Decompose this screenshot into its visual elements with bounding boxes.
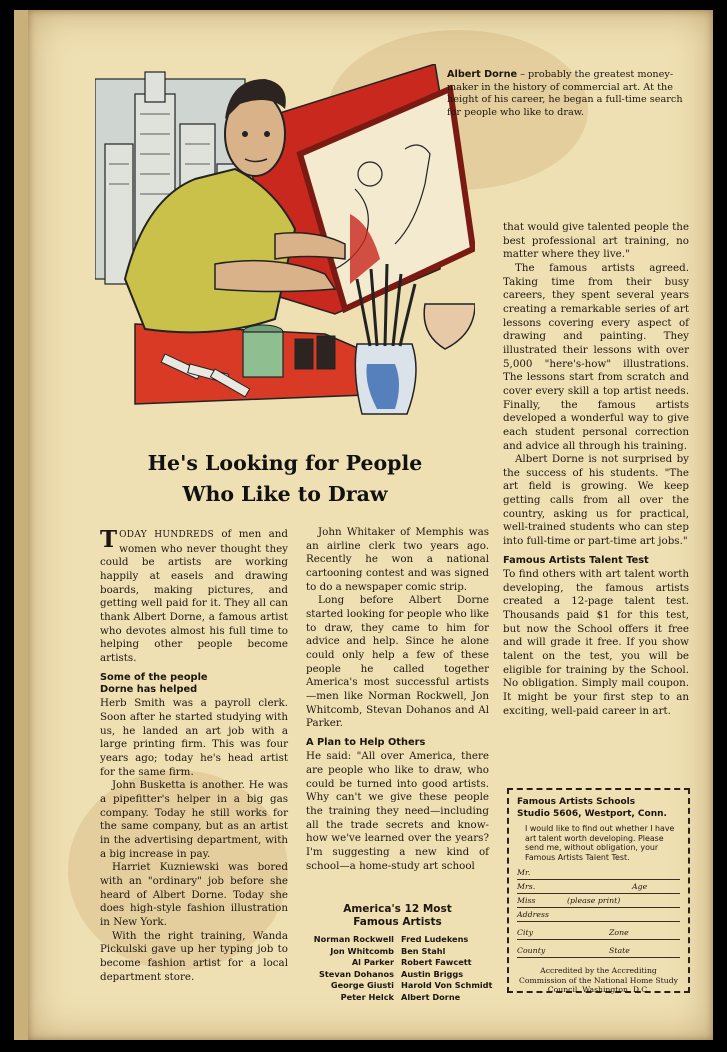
subhead-line-1: Some of the people (100, 671, 208, 683)
list-item (306, 992, 496, 1004)
artists-list (306, 934, 496, 1004)
paragraph: John Whitaker of Memphis was an airline clerk two years ago. Recently he won a national cartooning contest and was signed to do a newspaper comic strip. (306, 526, 489, 593)
artists-title-line-1: America's 12 Most (343, 903, 452, 915)
body-column-2 (306, 526, 489, 873)
headline-line-2: Who Like to Draw (182, 482, 388, 506)
artist-name: Robert Fawcett (401, 957, 472, 968)
intro-paragraph (100, 528, 288, 666)
artist-name: Fred Ludekens (401, 934, 469, 944)
caption-name: Albert Dorne (447, 69, 518, 80)
headline (95, 448, 475, 510)
artist-name: Norman Rockwell (313, 934, 394, 944)
paint-jar-stack (243, 332, 283, 377)
mrs-age-field[interactable] (517, 880, 680, 894)
intro-text: of men and women who never thought they could be artists are working happily at easels and drawing boards, making pictures, and getting well paid for it. They all can thank Albert Dorne, a famous artist who devotes almost his full time to helping other people become artists. (100, 528, 288, 664)
artist-name: Jon Whitcomb (330, 945, 394, 956)
paragraph: The famous artists agreed. Taking time from their busy careers, they spent several years creating a remarkable series of art lessons covering every aspect of drawing and painting. They illustrated their lessons with over 5,000 "here's-how" illustrations. The lessons start from scratch and cover every skill a top artist needs. Finally, the famous artists developed a wonderful way to give each student personal correction and advice all through his training. (503, 261, 689, 452)
artists-list-title (306, 903, 489, 929)
field-label-miss: Miss (517, 896, 536, 906)
miss-field[interactable] (517, 894, 680, 908)
subhead-people-helped (100, 672, 288, 697)
field-label-mr: Mr. (517, 868, 531, 878)
coupon-school: Famous Artists Schools (517, 797, 636, 807)
name-field[interactable] (517, 866, 680, 880)
address-field[interactable] (517, 908, 680, 922)
artist-name: George Giusti (330, 980, 394, 991)
paragraph: Long before Albert Dorne started looking for people who like to draw, they came to him for advice and help. Since he alone could only help a few of these people he called together America's most successful artists —men like Norman Rockwell, Jon Whitcomb, Stevan Dohanos and Al Parker. (306, 594, 489, 730)
artist-name: Al Parker (351, 957, 394, 968)
field-label-state: State (609, 946, 630, 956)
intro-lead: ODAY HUNDREDS (119, 530, 214, 540)
body-column-3 (503, 221, 689, 718)
paragraph: Herb Smith was a payroll clerk. Soon after he started studying with us, he landed an art job with a large printing firm. This was four years ago; today he's head artist for the same firm. (100, 697, 288, 778)
field-label-address: Address (517, 910, 549, 920)
field-label-print: (please print) (567, 896, 621, 906)
artist-name: Peter Helck (340, 991, 394, 1002)
artist-name: Austin Briggs (401, 968, 464, 979)
list-item (306, 946, 496, 958)
county-state-field[interactable] (517, 944, 680, 958)
illustration-caption (447, 69, 692, 119)
artist-name: Harold Von Schmidt (401, 980, 493, 991)
paragraph: With the right training, Wanda Pickulski gave up her typing job to become fashion artist for a local department store. (100, 929, 288, 983)
artist-name: Stevan Dohanos (318, 968, 394, 979)
headline-line-1: He's Looking for People (147, 451, 423, 475)
drop-cap: T (100, 526, 118, 553)
field-label-age: Age (632, 882, 648, 892)
field-label-county: County (517, 946, 546, 956)
field-label-zone: Zone (609, 928, 629, 938)
list-item (306, 957, 496, 969)
artists-title-line-2: Famous Artists (353, 916, 442, 928)
list-item (306, 934, 496, 946)
field-label-mrs: Mrs. (517, 882, 536, 892)
paragraph: John Busketta is another. He was a pipefitter's helper in a big gas company. Today he still works for the same company, but as an artist in the advertising department, with a big increase in pay. (100, 779, 288, 860)
paragraph: Albert Dorne is not surprised by the success of his students. "The art field is growing. We keep getting calls from all over the country, asking us for practical, well-trained students who can step into full-time or part-time art jobs." (503, 453, 689, 548)
paragraph: that would give talented people the best professional art training, no matter where they live." (503, 221, 689, 261)
mail-coupon[interactable] (507, 788, 690, 993)
city-zone-field[interactable] (517, 926, 680, 940)
artist-name: Albert Dorne (401, 991, 461, 1002)
paragraph: To find others with art talent worth developing, the famous artists created a 12-page talent test. Thousands paid $1 for this test, but now the School offers it free and will grade it free. If you show talent on the test, you will be eligible for training by the School. No obligation. Simply mail coupon. It might be your first step to an exciting, well-paid career in art. (503, 568, 689, 717)
artist-at-easel-illustration (95, 64, 475, 424)
field-label-city: City (517, 928, 533, 938)
subhead-plan: A Plan to Help Others (306, 736, 426, 748)
list-item (306, 980, 496, 992)
coupon-intro: I would like to find out whether I have art talent worth developing. Please send me, without obligation, your Famous Artists Talent Test. (525, 824, 675, 862)
caption-text: – probably the greatest money-maker in the history of commercial art. At the height of his career, he began a full-time search for people who like to draw. (447, 69, 683, 118)
accreditation-note: Accredited by the Accrediting Commission of the National Home Study Council, Washington, D.C. (519, 966, 678, 995)
body-column-1 (100, 528, 288, 984)
artist-name: Ben Stahl (401, 945, 446, 956)
subhead-line-2: Dorne has helped (100, 683, 198, 695)
list-item (306, 969, 496, 981)
paragraph: Harriet Kuzniewski was bored with an "ordinary" job before she heard of Albert Dorne. Today she does high-style fashion illustration in New York. (100, 861, 288, 928)
paragraph: He said: "All over America, there are people who like to draw, who could be turned into good artists. Why can't we give these people the training they need—including all the trade secrets and know-how we've learned over the years? I'm suggesting a new kind of school—a home-study art school (306, 750, 489, 872)
subhead-talent-test: Famous Artists Talent Test (503, 554, 649, 566)
coupon-studio: Studio 5606, Westport, Conn. (517, 808, 667, 819)
